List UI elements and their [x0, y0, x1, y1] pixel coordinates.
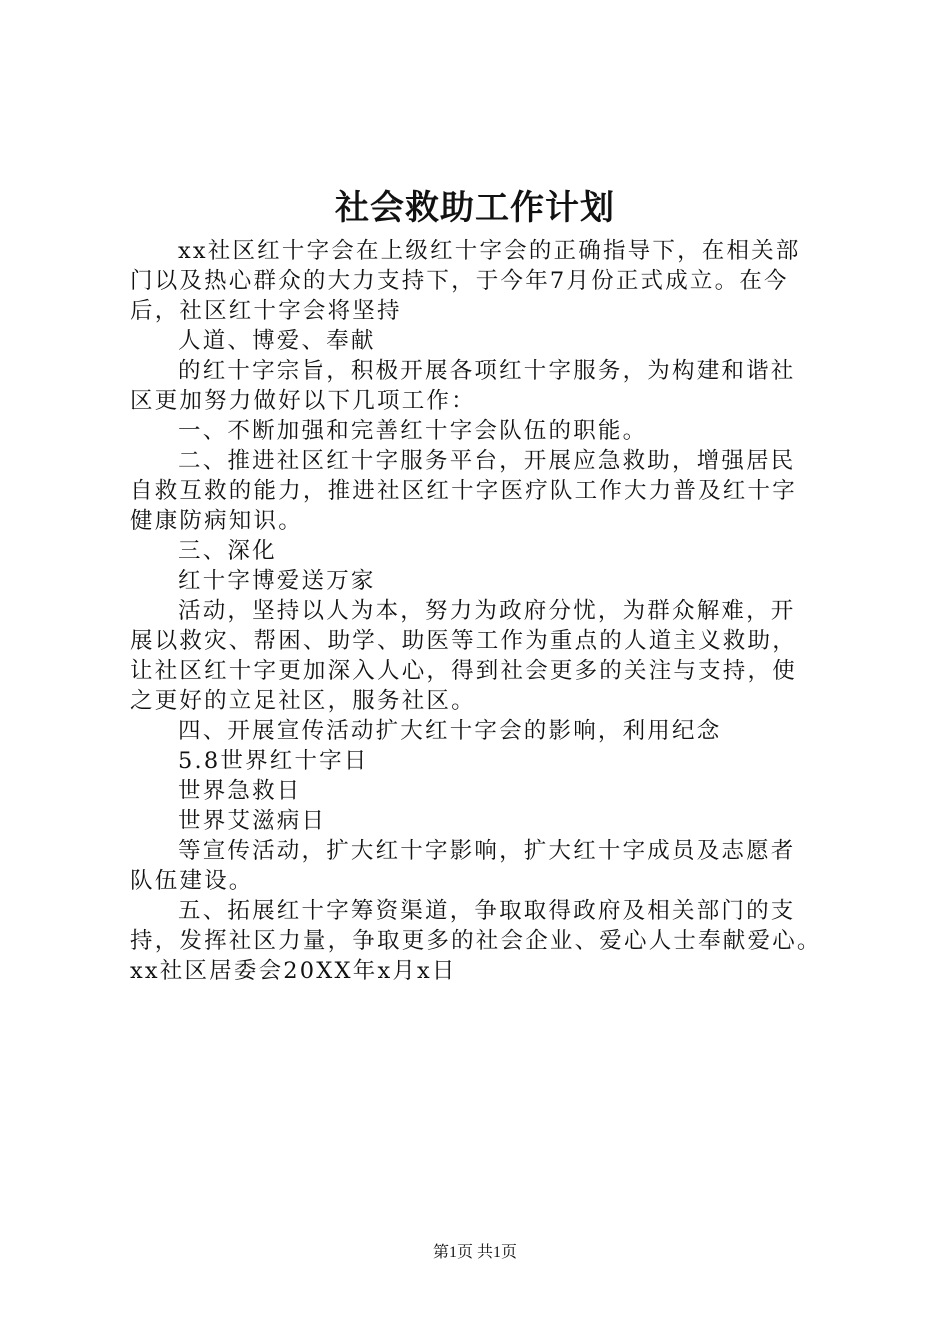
- body-line: 自救互救的能力，推进社区红十字医疗队工作大力普及红十字: [130, 478, 797, 504]
- body-line: 二、推进社区红十字服务平台，开展应急救助，增强居民: [178, 448, 796, 474]
- body-line: 一、不断加强和完善红十字会队伍的职能。: [178, 418, 648, 444]
- body-line: 后，社区红十字会将坚持: [130, 298, 402, 324]
- body-line: 活动，坚持以人为本，努力为政府分忧，为群众解难，开: [178, 598, 796, 624]
- body-line: 让社区红十字更加深入人心，得到社会更多的关注与支持，使: [130, 658, 797, 684]
- body-line: 门以及热心群众的大力支持下，于今年7月份正式成立。在今: [130, 268, 789, 294]
- body-line: 健康防病知识。: [130, 508, 303, 534]
- body-line: 红十字博爱送万家: [178, 568, 376, 594]
- body-line: 五、拓展红十字筹资渠道，争取取得政府及相关部门的支: [178, 898, 796, 924]
- body-line: 展以救灾、帮困、助学、助医等工作为重点的人道主义救助，: [130, 628, 797, 654]
- signature-line: xx社区居委会20XX年x月x日: [130, 958, 457, 984]
- body-line: 区更加努力做好以下几项工作：: [130, 388, 476, 414]
- body-line: 三、深化: [178, 538, 277, 564]
- document-body: [130, 236, 845, 986]
- body-line: 人道、博爱、奉献: [178, 328, 376, 354]
- body-line: 之更好的立足社区，服务社区。: [130, 688, 476, 714]
- body-line: 世界艾滋病日: [178, 808, 327, 834]
- body-line: 队伍建设。: [130, 868, 254, 894]
- body-line: xx社区红十字会在上级红十字会的正确指导下，在相关部: [178, 238, 801, 264]
- document-title: 社会救助工作计划: [335, 188, 615, 228]
- body-line: 5.8世界红十字日: [178, 748, 369, 774]
- body-line: 四、开展宣传活动扩大红十字会的影响，利用纪念: [178, 718, 722, 744]
- body-line: 的红十字宗旨，积极开展各项红十字服务，为构建和谐社: [178, 358, 796, 384]
- page-footer: 第1页 共1页: [432, 1244, 517, 1261]
- body-line: 持，发挥社区力量，争取更多的社会企业、爱心人士奉献爱心。: [130, 928, 822, 954]
- body-line: 等宣传活动，扩大红十字影响，扩大红十字成员及志愿者: [178, 838, 796, 864]
- body-line: 世界急救日: [178, 778, 302, 804]
